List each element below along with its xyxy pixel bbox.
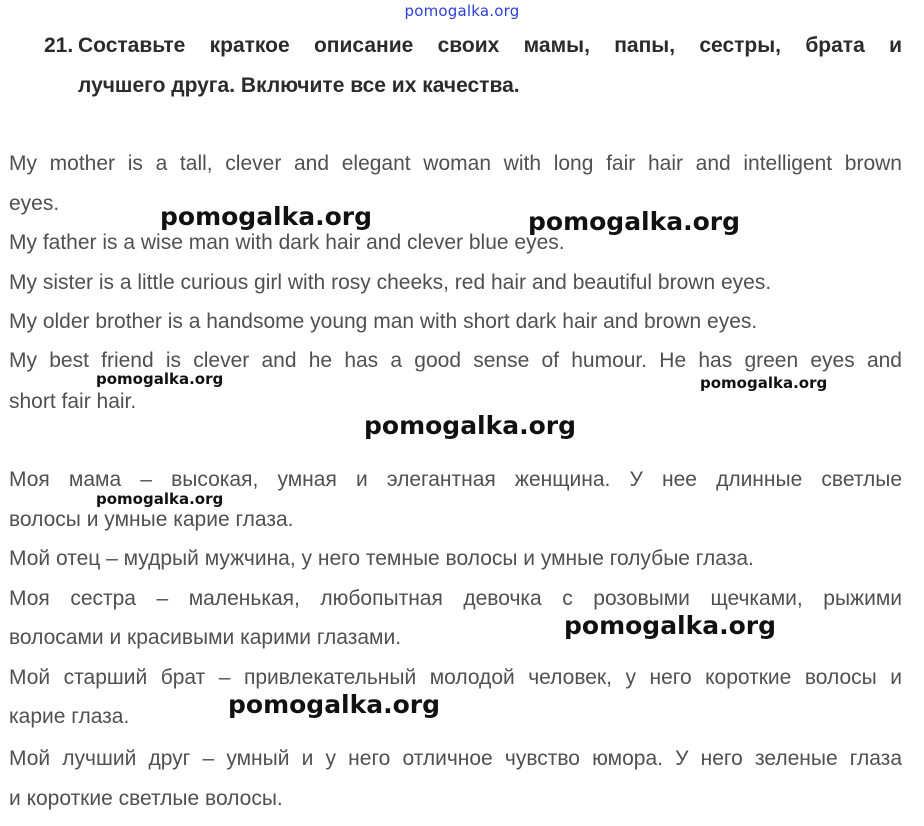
russian-brother-line-2: карие глаза. — [9, 705, 130, 728]
watermark: pomogalka.org — [528, 207, 741, 236]
russian-father: Мой отец – мудрый мужчина, у него темные волосы и умные голубые глаза. — [9, 547, 754, 570]
watermark: pomogalka.org — [96, 370, 224, 388]
task-number: 21. — [44, 34, 74, 57]
watermark: pomogalka.org — [364, 411, 577, 440]
watermark: pomogalka.org — [228, 690, 441, 719]
watermark: pomogalka.org — [564, 611, 777, 640]
russian-sister-line-1: Моя сестра – маленькая, любопытная девочка с розовыми щечками, рыжими — [9, 587, 902, 610]
english-mother-line-1: My mother is a tall, clever and elegant woman with long fair hair and intelligent brown — [9, 152, 902, 175]
task-text-line-1: Составьте краткое описание своих мамы, папы, сестры, брата и — [78, 34, 902, 57]
russian-friend-line-1: Мой лучший друг – умный и у него отличное чувство юмора. У него зеленые глаза — [9, 747, 902, 770]
russian-sister-line-2: волосами и красивыми карими глазами. — [9, 626, 402, 649]
russian-mother-line-2: волосы и умные карие глаза. — [9, 508, 294, 531]
watermark: pomogalka.org — [160, 202, 373, 231]
site-watermark-header: pomogalka.org — [404, 2, 520, 20]
english-friend-line-2: short fair hair. — [9, 390, 137, 413]
watermark: pomogalka.org — [700, 374, 828, 392]
english-sister: My sister is a little curious girl with rosy cheeks, red hair and beautiful brown eyes. — [9, 271, 772, 294]
english-father: My father is a wise man with dark hair and clever blue eyes. — [9, 231, 565, 254]
russian-friend-line-2: и короткие светлые волосы. — [9, 787, 283, 810]
watermark: pomogalka.org — [96, 490, 224, 508]
russian-brother-line-1: Мой старший брат – привлекательный молодой человек, у него короткие волосы и — [9, 666, 902, 689]
task-text-line-2: лучшего друга. Включите все их качества. — [78, 74, 520, 97]
english-brother: My older brother is a handsome young man with short dark hair and brown eyes. — [9, 310, 758, 333]
english-friend-line-1: My best friend is clever and he has a good sense of humour. He has green eyes and — [9, 349, 902, 372]
english-mother-line-2: eyes. — [9, 192, 60, 215]
russian-mother-line-1: Моя мама – высокая, умная и элегантная женщина. У нее длинные светлые — [9, 468, 902, 491]
